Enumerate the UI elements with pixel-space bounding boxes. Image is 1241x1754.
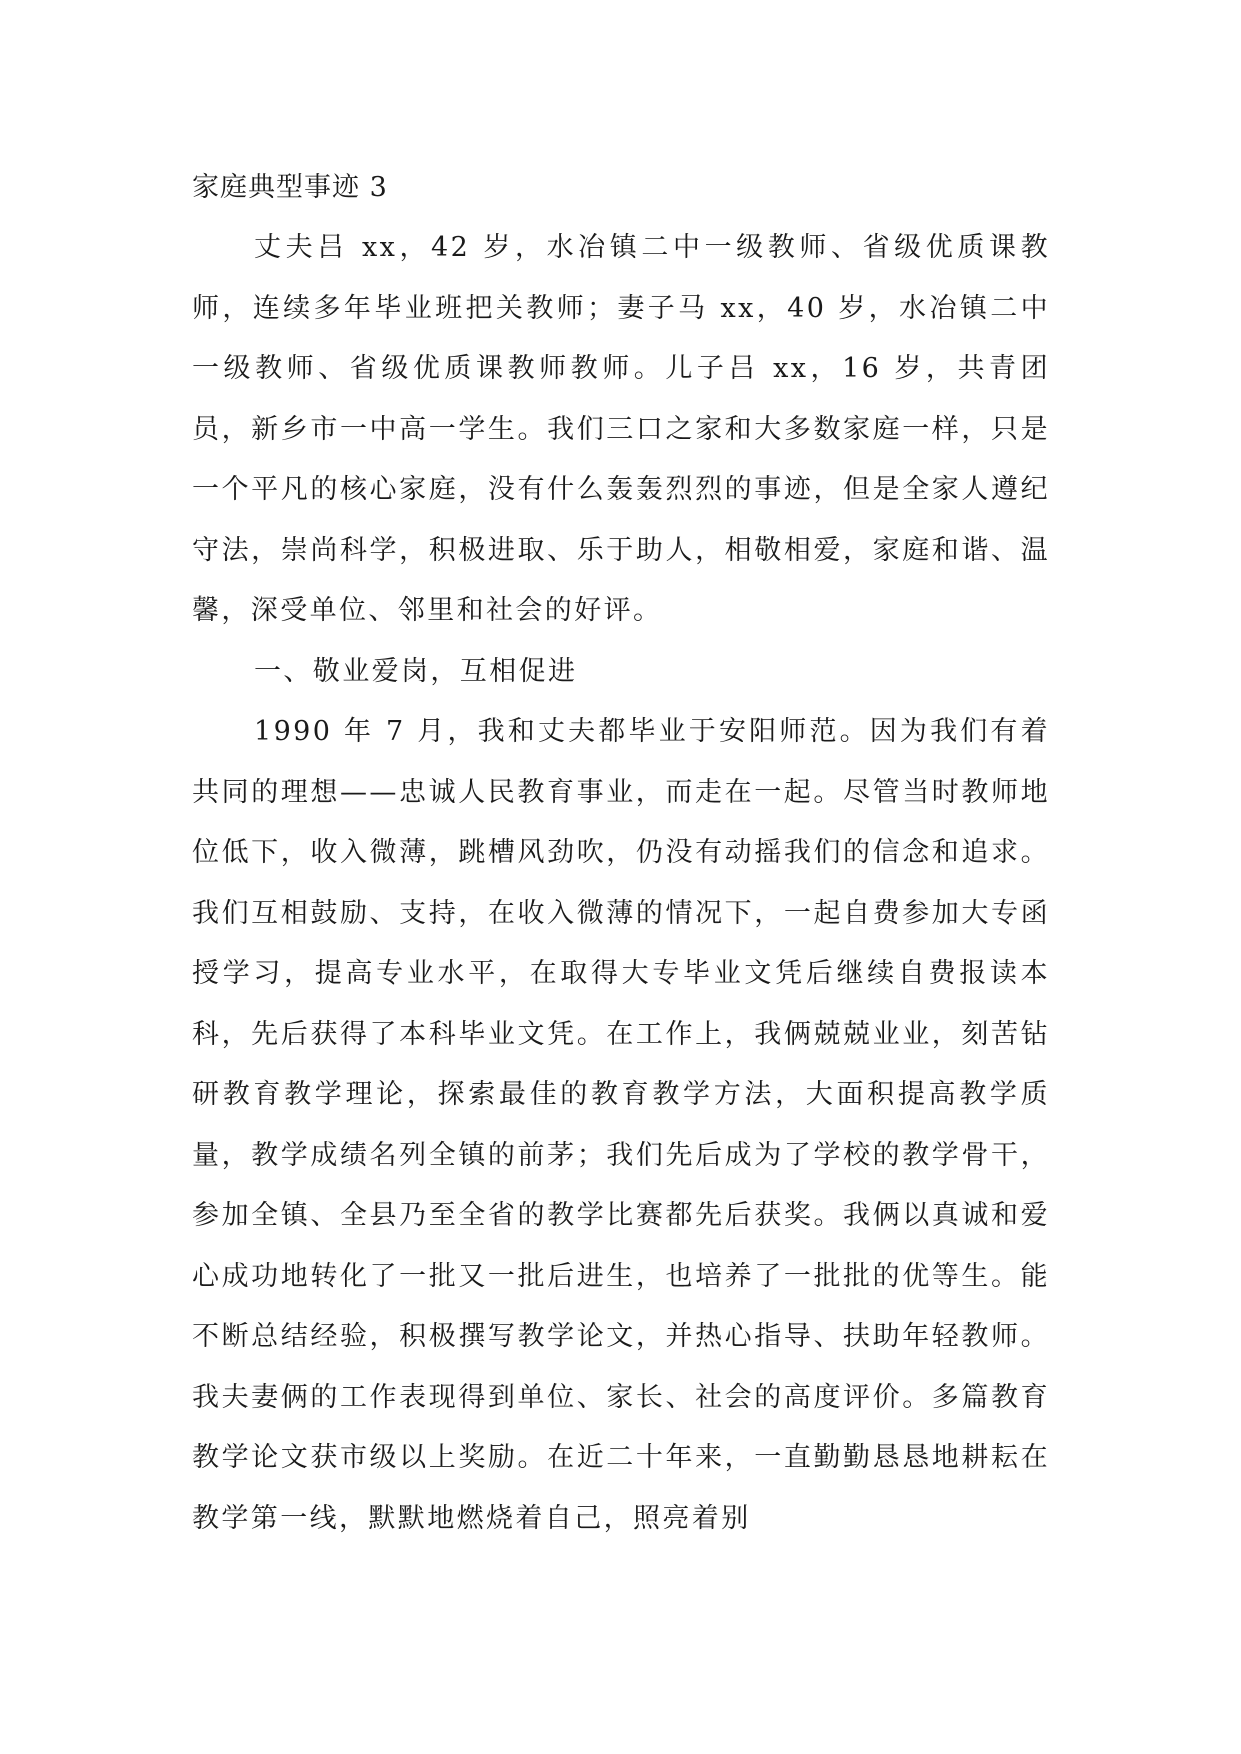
section-heading: 一、敬业爱岗，互相促进 — [254, 655, 578, 687]
document-body — [192, 158, 1050, 1549]
document-title: 家庭典型事迹 3 — [192, 172, 388, 203]
intro-paragraph: 丈夫吕 xx，42 岁，水冶镇二中一级教师、省级优质课教师，连续多年毕业班把关教师；妻子马 xx，40 岁，水冶镇二中一级教师、省级优质课教师教师。儿子吕 xx，16 岁，共青团员，新乡市一中高一学生。我们三口之家和大多数家庭一样，只是一个平凡的核心家庭，没有什么轰轰烈烈的事迹，但是全家人遵纪守法，崇尚科学，积极进取、乐于助人，相敬相爱，家庭和谐、温馨，深受单位、邻里和社会的好评。 — [192, 232, 1050, 626]
section-paragraph: 1990 年 7 月，我和丈夫都毕业于安阳师范。因为我们有着共同的理想——忠诚人民教育事业，而走在一起。尽管当时教师地位低下，收入微薄，跳槽风劲吹，仍没有动摇我们的信念和追求。我们互相鼓励、支持，在收入微薄的情况下，一起自费参加大专函授学习，提高专业水平，在取得大专毕业文凭后继续自费报读本科，先后获得了本科毕业文凭。在工作上，我俩兢兢业业，刻苦钻研教育教学理论，探索最佳的教育教学方法，大面积提高教学质量，教学成绩名列全镇的前茅；我们先后成为了学校的教学骨干，参加全镇、全县乃至全省的教学比赛都先后获奖。我俩以真诚和爱心成功地转化了一批又一批后进生，也培养了一批批的优等生。能不断总结经验，积极撰写教学论文，并热心指导、扶助年轻教师。我夫妻俩的工作表现得到单位、家长、社会的高度评价。多篇教育教学论文获市级以上奖励。在近二十年来，一直勤勤恳恳地耕耘在教学第一线，默默地燃烧着自己，照亮着别 — [192, 716, 1050, 1534]
